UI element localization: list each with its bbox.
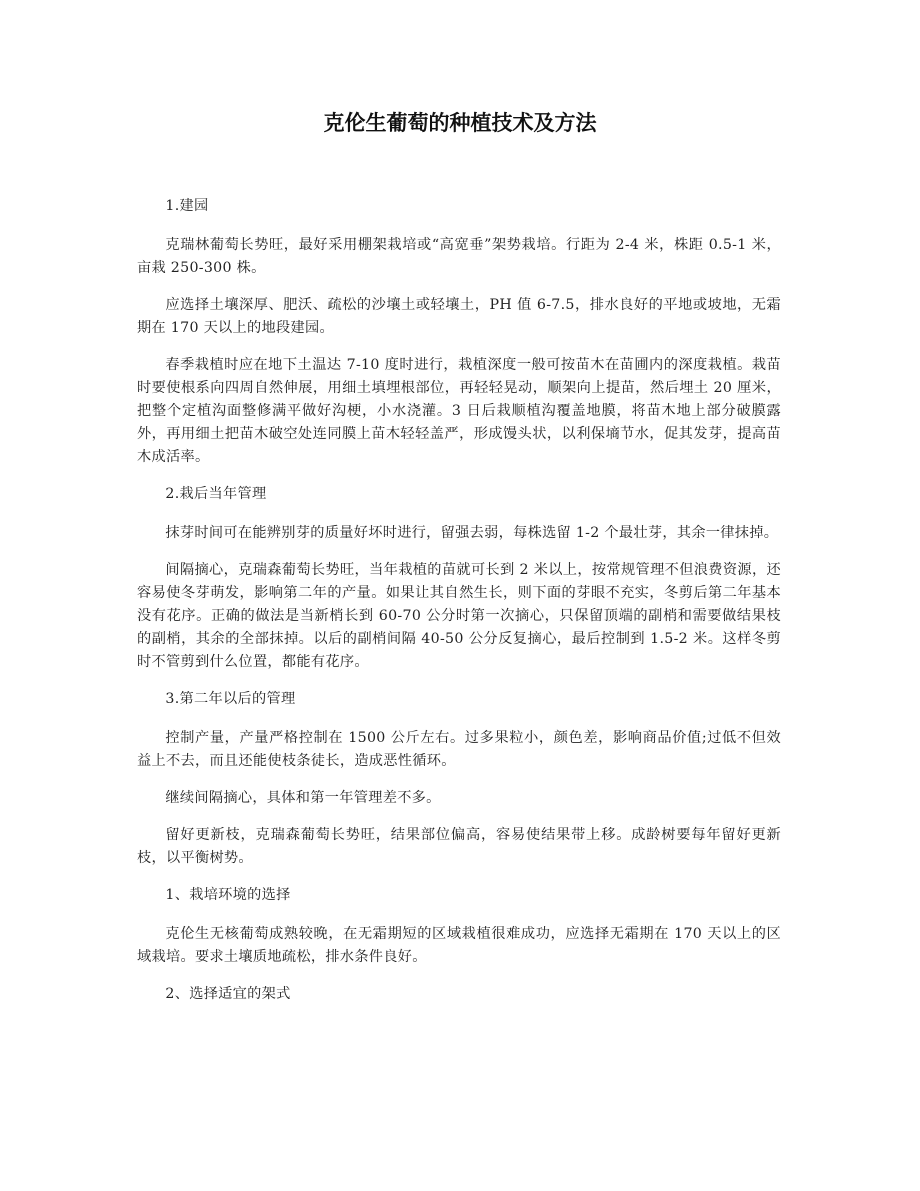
paragraph-planting-density: 克瑞林葡萄长势旺，最好采用棚架栽培或“高宽垂”架势栽培。行距为 2-4 米，株距 0.5-1 米，亩栽 250-300 株。 <box>137 237 781 276</box>
section-heading-environment: 1、栽培环境的选择 <box>165 887 291 903</box>
document-title: 克伦生葡萄的种植技术及方法 <box>323 111 597 135</box>
paragraph-soil-selection: 应选择土壤深厚、肥沃、疏松的沙壤土或轻壤土，PH 值 6-7.5，排水良好的平地或坡地，无霜期在 170 天以上的地段建园。 <box>137 297 781 336</box>
paragraph-continue-pinching: 继续间隔摘心，具体和第一年管理差不多。 <box>165 790 441 806</box>
paragraph-bud-removal: 抹芽时间可在能辨别芽的质量好坏时进行，留强去弱，每株选留 1-2 个最壮芽，其余一律抹掉。 <box>165 525 779 541</box>
paragraph-interval-pinching: 间隔摘心，克瑞森葡萄长势旺，当年栽植的苗就可长到 2 米以上，按常规管理不但浪费资源，还容易使冬芽萌发，影响第二年的产量。如果让其自然生长，则下面的芽眼不充实，冬剪后第二年基本没有花序。正确的做法是当新梢长到 60-70 公分时第一次摘心，只保留顶端的副梢和需要做结果枝的副梢，其余的全部抹掉。以后的副梢间隔 40-50 公分反复摘心，最后控制到 1.5-2 米。这样冬剪时不管剪到什么位置，都能有花序。 <box>137 562 781 670</box>
section-heading-establish-orchard: 1.建园 <box>165 198 209 214</box>
paragraph-renewal-shoots: 留好更新枝，克瑞森葡萄长势旺，结果部位偏高，容易使结果带上移。成龄树要每年留好更新枝，以平衡树势。 <box>137 827 781 866</box>
section-heading-trellis: 2、选择适宜的架式 <box>165 986 291 1002</box>
section-heading-first-year: 2.栽后当年管理 <box>165 486 267 502</box>
document-body <box>137 195 781 1022</box>
section-heading-later-years: 3.第二年以后的管理 <box>165 691 296 707</box>
paragraph-yield-control: 控制产量，产量严格控制在 1500 公斤左右。过多果粒小，颜色差，影响商品价值;过低不但效益上不去，而且还能使枝条徒长，造成恶性循环。 <box>137 730 781 769</box>
paragraph-environment: 克伦生无核葡萄成熟较晚，在无霜期短的区域栽植很难成功，应选择无霜期在 170 天以上的区域栽培。要求土壤质地疏松，排水条件良好。 <box>137 926 781 965</box>
paragraph-spring-planting: 春季栽植时应在地下土温达 7-10 度时进行，栽植深度一般可按苗木在苗圃内的深度栽植。栽苗时要使根系向四周自然伸展，用细土填埋根部位，再轻轻晃动，顺架向上提苗，然后埋土 20 厘米，把整个定植沟面整修满平做好沟梗，小水浇灌。3 日后栽顺植沟覆盖地膜，将苗木地上部分破膜露外，再用细土把苗木破空处连同膜上苗木轻轻盖严，形成馒头状，以利保墒节水，促其发芽，提高苗木成活率。 <box>137 357 781 465</box>
